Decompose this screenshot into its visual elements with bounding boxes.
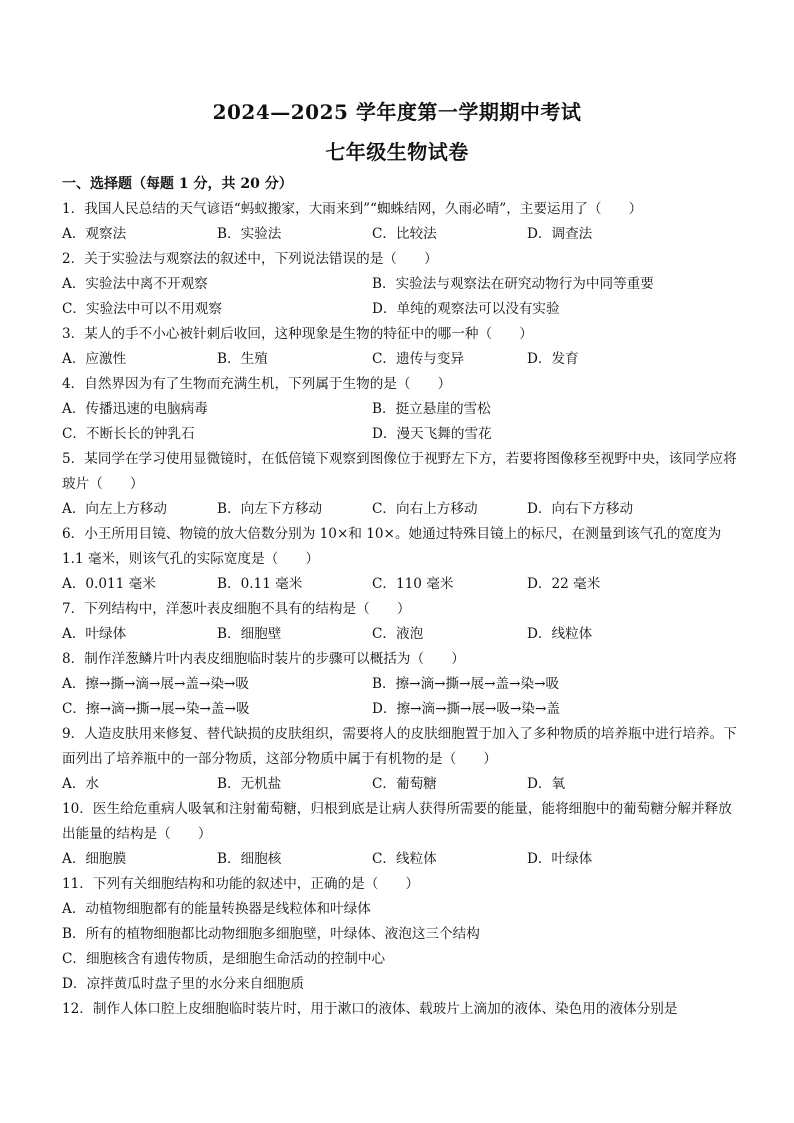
- question-3-stem: 3．某人的手不小心被针刺后收回，这种现象是生物的特征中的哪一种（ ）: [62, 326, 533, 342]
- option-b: B．细胞壁: [217, 626, 282, 642]
- option-d: D．线粒体: [527, 626, 593, 642]
- question-7-stem: 7．下列结构中，洋葱叶表皮细胞不具有的结构是（ ）: [62, 601, 411, 617]
- option-d: D．漫天飞舞的雪花: [372, 426, 492, 442]
- option-d: D．单纯的观察法可以没有实验: [372, 301, 560, 317]
- question-4-options-row2: [62, 422, 742, 447]
- option-c: C．细胞核含有遗传物质，是细胞生命活动的控制中心: [62, 951, 386, 967]
- option-a: A．应激性: [62, 351, 127, 367]
- option-a: A．0.011 毫米: [62, 576, 156, 592]
- question-9-options: [62, 772, 742, 797]
- option-c: C．遗传与变异: [372, 351, 464, 367]
- question-11-options: [62, 897, 742, 997]
- option-b: B．挺立悬崖的雪松: [372, 401, 491, 417]
- question-5-options: [62, 497, 742, 522]
- question-8-stem: 8．制作洋葱鳞片叶内表皮细胞临时装片的步骤可以概括为（ ）: [62, 651, 465, 667]
- exam-title: 2024—2025 学年度第一学期期中考试: [212, 100, 582, 124]
- option-b: B．细胞核: [217, 851, 282, 867]
- question-9-stem: 9．人造皮肤用来修复、替代缺损的皮肤组织，需要将人的皮肤细胞置于加入了多种物质的培养瓶中进行培养。下面列出了培养瓶中的一部分物质，这部分物质中属于有机物的是（ ）: [62, 726, 737, 767]
- question-4-stem: 4．自然界因为有了生物而充满生机，下列属于生物的是（ ）: [62, 376, 452, 392]
- question-6-stem: 6．小王所用目镜、物镜的放大倍数分别为 10×和 10×。她通过特殊目镜上的标尺，在测量到该气孔的宽度为 1.1 毫米，则该气孔的实际宽度是（ ）: [62, 526, 722, 567]
- exam-subtitle: 七年级生物试卷: [325, 140, 469, 164]
- option-a: A．向左上方移动: [62, 501, 167, 517]
- option-c: C．比较法: [372, 226, 437, 242]
- question-2-options-row1: [62, 272, 742, 297]
- option-b: B．0.11 毫米: [217, 576, 303, 592]
- option-a: A．实验法中离不开观察: [62, 276, 208, 292]
- option-d: D．叶绿体: [527, 851, 593, 867]
- option-a: A．传播迅速的电脑病毒: [62, 401, 208, 417]
- option-c: C．葡萄糖: [372, 776, 437, 792]
- option-a: A．水: [62, 776, 100, 792]
- question-8-options-row1: [62, 672, 742, 697]
- exam-content: [62, 172, 742, 1022]
- option-c: C．线粒体: [372, 851, 437, 867]
- question-5-stem: 5．某同学在学习使用显微镜时，在低倍镜下观察到图像位于视野左下方，若要将图像移至视野中央，该同学应将玻片（ ）: [62, 451, 737, 492]
- option-c: C．液泡: [372, 626, 424, 642]
- question-1-options: [62, 222, 742, 247]
- option-b: B．实验法: [217, 226, 282, 242]
- option-d: D．调查法: [527, 226, 593, 242]
- question-10-stem: 10．医生给危重病人吸氧和注射葡萄糖，归根到底是让病人获得所需要的能量，能将细胞中的葡萄糖分解并释放出能量的结构是（ ）: [62, 801, 732, 842]
- option-a: A．细胞膜: [62, 851, 127, 867]
- question-4-options-row1: [62, 397, 742, 422]
- option-d: D．向右下方移动: [527, 501, 634, 517]
- question-11-stem: 11．下列有关细胞结构和功能的叙述中，正确的是（ ）: [62, 876, 420, 892]
- option-c: C．向右上方移动: [372, 501, 478, 517]
- option-b: B．向左下方移动: [217, 501, 323, 517]
- question-12-stem: 12．制作人体口腔上皮细胞临时装片时，用于漱口的液体、载玻片上滴加的液体、染色用的液体分别是: [62, 1001, 678, 1017]
- option-b: B．无机盐: [217, 776, 282, 792]
- option-d: D．氧: [527, 776, 566, 792]
- option-a: A．擦→撕→滴→展→盖→染→吸: [62, 676, 249, 692]
- option-b: B．所有的植物细胞都比动物细胞多细胞壁，叶绿体、液泡这三个结构: [62, 926, 480, 942]
- question-3-options: [62, 347, 742, 372]
- option-c: C．实验法中可以不用观察: [62, 301, 222, 317]
- option-d: D．发育: [527, 351, 579, 367]
- option-a: A．叶绿体: [62, 626, 127, 642]
- option-c: C．擦→滴→撕→展→染→盖→吸: [62, 701, 250, 717]
- question-7-options: [62, 622, 742, 647]
- question-10-options: [62, 847, 742, 872]
- question-1-stem: 1．我国人民总结的天气谚语“蚂蚁搬家，大雨来到”“蜘蛛结网，久雨必晴”，主要运用了（ ）: [62, 201, 643, 217]
- option-c: C．不断长长的钟乳石: [62, 426, 195, 442]
- option-a: A．动植物细胞都有的能量转换器是线粒体和叶绿体: [62, 901, 371, 917]
- question-6-options: [62, 572, 742, 597]
- option-d: D．凉拌黄瓜时盘子里的水分来自细胞质: [62, 976, 304, 992]
- option-b: B．实验法与观察法在研究动物行为中同等重要: [372, 276, 654, 292]
- option-b: B．生殖: [217, 351, 268, 367]
- option-d: D．22 毫米: [527, 576, 601, 592]
- option-c: C．110 毫米: [372, 576, 454, 592]
- question-2-options-row2: [62, 297, 742, 322]
- option-b: B．擦→滴→撕→展→盖→染→吸: [372, 676, 560, 692]
- option-d: D．擦→滴→撕→展→吸→染→盖: [372, 701, 560, 717]
- option-a: A．观察法: [62, 226, 127, 242]
- question-2-stem: 2．关于实验法与观察法的叙述中，下列说法错误的是（ ）: [62, 251, 438, 267]
- question-8-options-row2: [62, 697, 742, 722]
- section-heading: 一、选择题（每题 1 分，共 20 分）: [62, 176, 293, 192]
